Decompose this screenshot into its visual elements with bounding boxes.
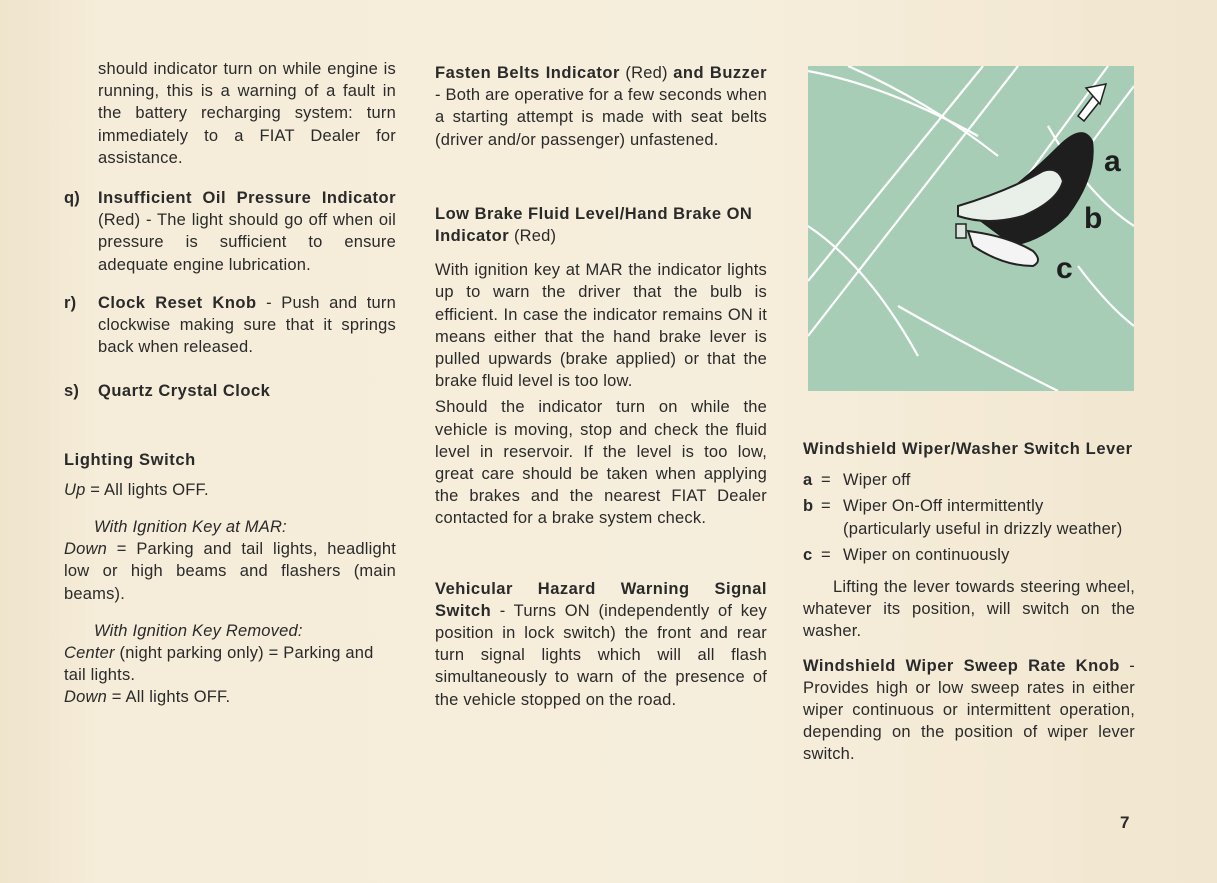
lighting-center xyxy=(64,642,396,686)
item-r xyxy=(64,292,396,359)
item-q-title: Insufficient Oil Pressure Indicator xyxy=(98,189,396,208)
legend-key-b: b xyxy=(803,497,814,516)
intro-paragraph: should indicator turn on while engine is running, this is a warning of a fault in the battery recharging system: turn immediately to a FIAT Dealer for assistance. xyxy=(98,60,396,167)
figure-label-b: b xyxy=(1084,202,1103,235)
lighting-switch-heading: Lighting Switch xyxy=(64,450,196,469)
legend-value-b: Wiper On-Off intermittently (particularly useful in drizzly weather) xyxy=(843,497,1123,538)
mar-subheading: With Ignition Key at MAR: xyxy=(94,518,287,537)
item-s-title: Quartz Crystal Clock xyxy=(98,382,271,401)
sweep-section xyxy=(803,655,1135,766)
hazard-title: Vehicular Hazard Warning Signal Switch xyxy=(435,579,767,620)
lighting-down2-key: Down xyxy=(64,688,107,707)
lighting-center-key: Center xyxy=(64,644,115,663)
item-q-label: q) xyxy=(64,189,80,208)
item-q-text: (Red) - The light should go off when oil pressure is sufficient to ensure adequate engine lubrication. xyxy=(98,211,396,274)
item-r-title: Clock Reset Knob xyxy=(98,293,257,312)
equals-sign: = xyxy=(821,497,831,516)
item-q xyxy=(64,187,396,276)
brake-title: Low Brake Fluid Level/Hand Brake ON Indicator xyxy=(435,204,753,246)
hazard-section xyxy=(435,578,767,711)
column-middle xyxy=(435,62,767,711)
lighting-down2-value: = All lights OFF. xyxy=(111,688,231,707)
lighting-up xyxy=(64,479,396,501)
lighting-down xyxy=(64,538,396,605)
column-right xyxy=(803,438,1135,766)
fasten-belts-buzzer: and Buzzer xyxy=(673,64,767,82)
brake-heading xyxy=(435,203,767,247)
item-r-label: r) xyxy=(64,293,77,312)
column-left xyxy=(64,58,396,709)
hazard-text: - Turns ON (independently of key position in lock switch) the front and rear turn signal lights which will all flash simultaneously to warn of the presence of the vehicle stopped on the road. xyxy=(435,601,767,709)
figure-label-c: c xyxy=(1056,252,1073,285)
wiper-lever-illustration xyxy=(808,66,1134,391)
wiper-lever-drawing xyxy=(808,66,1134,391)
sweep-text: - Provides high or low sweep rates in either wiper continuous or intermittent operation, depending on the position of wiper lever switch. xyxy=(803,656,1135,764)
removed-subheading: With Ignition Key Removed: xyxy=(94,621,303,640)
item-s xyxy=(64,380,396,402)
brake-red: (Red) xyxy=(513,227,557,246)
figure-label-a: a xyxy=(1104,145,1121,178)
item-r-text: - Push and turn clockwise making sure that it springs back when released. xyxy=(98,293,396,357)
fasten-belts-section xyxy=(435,62,767,151)
legend-row-c xyxy=(803,544,1135,566)
legend-value-c: Wiper on continuously xyxy=(843,545,1010,564)
brake-paragraph-2: Should the indicator turn on while the vehicle is moving, stop and check the fluid level in reservoir. If the level is too low, great care should be taken when applying the brakes and the nearest FIAT Dealer contacted for a brake system check. xyxy=(435,398,767,528)
lifting-paragraph: Lifting the lever towards steering wheel, whatever its position, will switch on the washer. xyxy=(803,578,1135,641)
legend-key-a: a xyxy=(803,471,813,490)
wiper-heading: Windshield Wiper/Washer Switch Lever xyxy=(803,440,1133,458)
fasten-belts-red: (Red) xyxy=(625,64,668,82)
legend-row-a xyxy=(803,469,1135,491)
lighting-up-key: Up xyxy=(64,480,86,499)
equals-sign: = xyxy=(821,545,831,564)
legend-key-c: c xyxy=(803,545,813,564)
wiper-legend xyxy=(803,469,1135,566)
brake-paragraph-1: With ignition key at MAR the indicator lights up to warn the driver that the bulb is efficient. In case the indicator remains ON it means either that the hand brake lever is pulled upwards (brake applied) or that the brake fluid level is too low. xyxy=(435,261,767,391)
page-number: 7 xyxy=(1120,813,1130,832)
legend-value-a: Wiper off xyxy=(843,471,911,490)
lighting-center-value: (night parking only) = Parking and tail lights. xyxy=(64,644,374,685)
lighting-down-value: = Parking and tail lights, headlight low or high beams and flashers (main beams). xyxy=(64,540,396,603)
sweep-title: Windshield Wiper Sweep Rate Knob xyxy=(803,656,1120,675)
lighting-down-key: Down xyxy=(64,540,107,559)
fasten-belts-text: - Both are operative for a few seconds when a starting attempt is made with seat belts (driver and/or passenger) unfastened. xyxy=(435,86,767,149)
lighting-up-value: = All lights OFF. xyxy=(90,480,209,499)
equals-sign: = xyxy=(821,471,831,490)
fasten-belts-title: Fasten Belts Indicator xyxy=(435,64,620,82)
item-s-label: s) xyxy=(64,382,80,401)
lighting-down-2 xyxy=(64,686,396,708)
legend-row-b xyxy=(803,495,1135,539)
